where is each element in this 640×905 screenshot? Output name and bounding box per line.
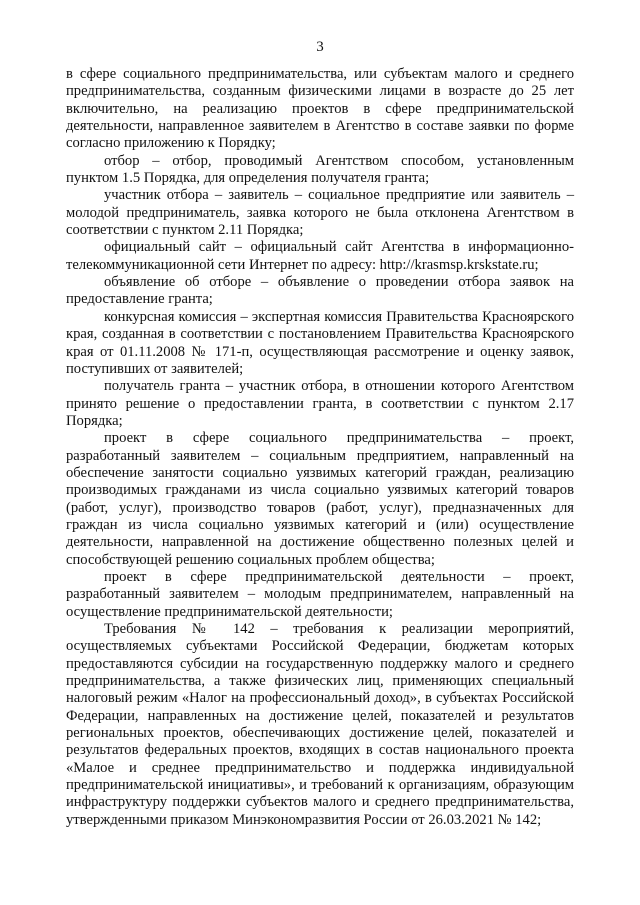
paragraph-definition-selection: отбор – отбор, проводимый Агентством способом, установленным пунктом 1.5 Порядка, для определения получателя гранта; (66, 152, 574, 187)
paragraph-definition-participant: участник отбора – заявитель – социальное предприятие или заявитель – молодой предприниматель, заявка которого не была отклонена Агентством в соответствии с пунктом 2.11 Порядка; (66, 187, 574, 239)
paragraph-definition-commission: конкурсная комиссия – экспертная комиссия Правительства Красноярского края, созданная в соответствии с постановлением Правительства Красноярского края от 01.11.2008 № 171-п, осуществляющая рассмотрение и оценку заявок, поступивших от заявителей; (66, 308, 574, 377)
paragraph-definition-official-site: официальный сайт – официальный сайт Агентства в информационно-телекоммуникационной сети Интернет по адресу: http://krasmsp.krskstate.ru; (66, 239, 574, 273)
paragraph-definition-recipient: получатель гранта – участник отбора, в отношении которого Агентством принято решение о предоставлении гранта, в соответствии с пунктом 2.17 Порядка; (66, 378, 574, 429)
paragraph-definition-social-project: проект в сфере социального предпринимательства – проект, разработанный заявителем – социальным предприятием, направленный на обеспечение занятости социально уязвимых категорий граждан, реализацию производимых гражданами из числа социально уязвимых категорий товаров (работ, услуг), производство товаров (работ, услуг), предназначенных для граждан из числа социально уязвимых категорий и (или) осуществление деятельности, направленной на достижение общественно полезных целей и способствующей решению социальных проблем общества; (66, 430, 574, 568)
paragraph-continuation: в сфере социального предпринимательства, или субъектам малого и среднего предпринимательства, созданным физическими лицами в возрасте до 25 лет включительно, на реализацию проектов в сфере предпринимательской деятельности, направленное заявителем в Агентство в составе заявки по форме согласно приложению к Порядку; (66, 66, 574, 152)
paragraph-definition-business-project: проект в сфере предпринимательской деятельности – проект, разработанный заявителем – молодым предпринимателем, направленный на осуществление предпринимательской деятельности; (66, 568, 574, 620)
paragraph-definition-requirements: Требования № 142 – требования к реализации мероприятий, осуществляемых субъектами Российской Федерации, бюджетам которых предоставляются субсидии на государственную поддержку малого и среднего предпринимательства, а также физических лиц, применяющих специальный налоговый режим «Налог на профессиональный доход», в субъектах Российской Федерации, направленных на достижение целей, показателей и результатов региональных проектов, обеспечивающих достижение целей, показателей и результатов федеральных проектов, входящих в состав национального проекта «Малое и среднее предпринимательство и поддержка индивидуальной предпринимательской инициативы», и требований к организациям, образующим инфраструктуру поддержки субъектов малого и среднего предпринимательства, утвержденными приказом Минэкономразвития России от 26.03.2021 № 142; (66, 621, 574, 828)
paragraph-definition-announcement: объявление об отборе – объявление о проведении отбора заявок на предоставление гранта; (66, 274, 574, 308)
page-number: 3 (316, 39, 324, 55)
